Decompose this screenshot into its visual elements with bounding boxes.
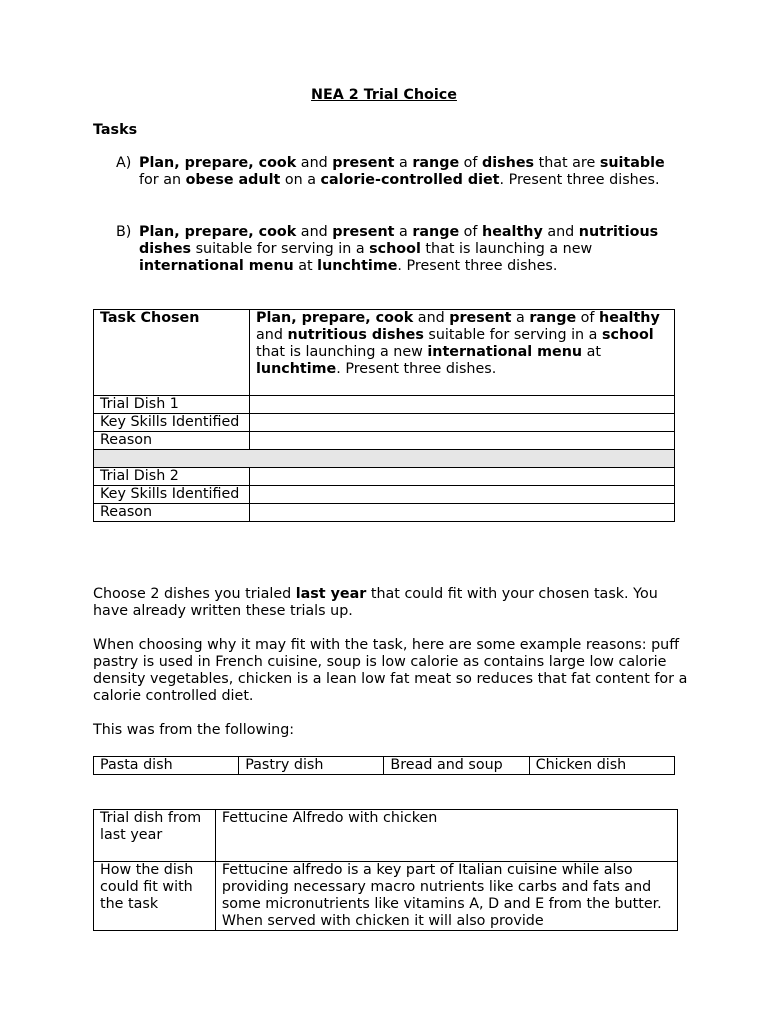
trial-dish-2-cell[interactable] — [250, 468, 675, 486]
table-row — [94, 414, 675, 432]
task-b-letter: B) — [116, 224, 132, 240]
table-row — [94, 468, 675, 486]
instruction-paragraph: Choose 2 dishes you trialed last year that could fit with your chosen task. You have already written these trials up. — [93, 586, 658, 619]
table-row — [94, 810, 678, 862]
option-bread-and-soup: Bread and soup — [384, 757, 529, 775]
trial-dish-label: Trial dish from last year — [94, 810, 216, 862]
option-pastry-dish: Pastry dish — [239, 757, 384, 775]
table-row — [94, 504, 675, 522]
key-skills-1-cell[interactable] — [250, 414, 675, 432]
trial-dish-1-cell[interactable] — [250, 396, 675, 414]
task-b-text: Plan, prepare, cook and present a range of healthy and nutritious dishes suitable for serving in a school that is launching a new international menu at lunchtime. Present three dishes. — [139, 224, 659, 274]
task-a-letter: A) — [116, 155, 132, 171]
page-title: NEA 2 Trial Choice — [311, 87, 457, 103]
table-row — [94, 486, 675, 504]
task-choice-table — [93, 309, 675, 522]
task-chosen-value[interactable]: Plan, prepare, cook and present a range of healthy and nutritious dishes suitable for serving in a school that is launching a new international menu at lunchtime. Present three dishes. — [250, 310, 675, 396]
key-skills-2-cell[interactable] — [250, 486, 675, 504]
following-paragraph: This was from the following: — [93, 722, 295, 738]
trial-dish-value[interactable]: Fettucine Alfredo with chicken — [215, 810, 677, 862]
trial-dish-2-label: Trial Dish 2 — [94, 468, 250, 486]
dish-options-table — [93, 756, 675, 775]
option-pasta-dish: Pasta dish — [94, 757, 239, 775]
table-row — [94, 396, 675, 414]
reason-1-label: Reason — [94, 432, 250, 450]
separator-cell — [94, 450, 675, 468]
table-row — [94, 757, 675, 775]
task-a-text: Plan, prepare, cook and present a range of dishes that are suitable for an obese adult on a calorie-controlled diet. Present three dishes. — [139, 155, 665, 188]
key-skills-2-label: Key Skills Identified — [94, 486, 250, 504]
reason-1-cell[interactable] — [250, 432, 675, 450]
reason-2-cell[interactable] — [250, 504, 675, 522]
task-a — [116, 155, 686, 189]
option-chicken-dish: Chicken dish — [529, 757, 674, 775]
table-row — [94, 310, 675, 396]
example-reasons-paragraph: When choosing why it may fit with the task, here are some example reasons: puff pastry is used in French cuisine, soup is low calorie as contains large low calorie density vegetables, chicken is a lean low fat meat so reduces that fat content for a calorie controlled diet. — [93, 637, 688, 704]
dish-fit-label: How the dish could fit with the task — [94, 862, 216, 931]
separator-row — [94, 450, 675, 468]
table-row — [94, 862, 678, 931]
reason-2-label: Reason — [94, 504, 250, 522]
table-row — [94, 432, 675, 450]
tasks-heading: Tasks — [93, 122, 138, 138]
task-chosen-label: Task Chosen — [94, 310, 250, 396]
trial-dish-1-label: Trial Dish 1 — [94, 396, 250, 414]
key-skills-1-label: Key Skills Identified — [94, 414, 250, 432]
trial-dish-table — [93, 809, 678, 931]
dish-fit-value[interactable]: Fettucine alfredo is a key part of Italian cuisine while also providing necessary macro nutrients like carbs and fats and some micronutrients like vitamins A, D and E from the butter. When served with chicken it will also provide — [215, 862, 677, 931]
task-b — [116, 224, 686, 275]
